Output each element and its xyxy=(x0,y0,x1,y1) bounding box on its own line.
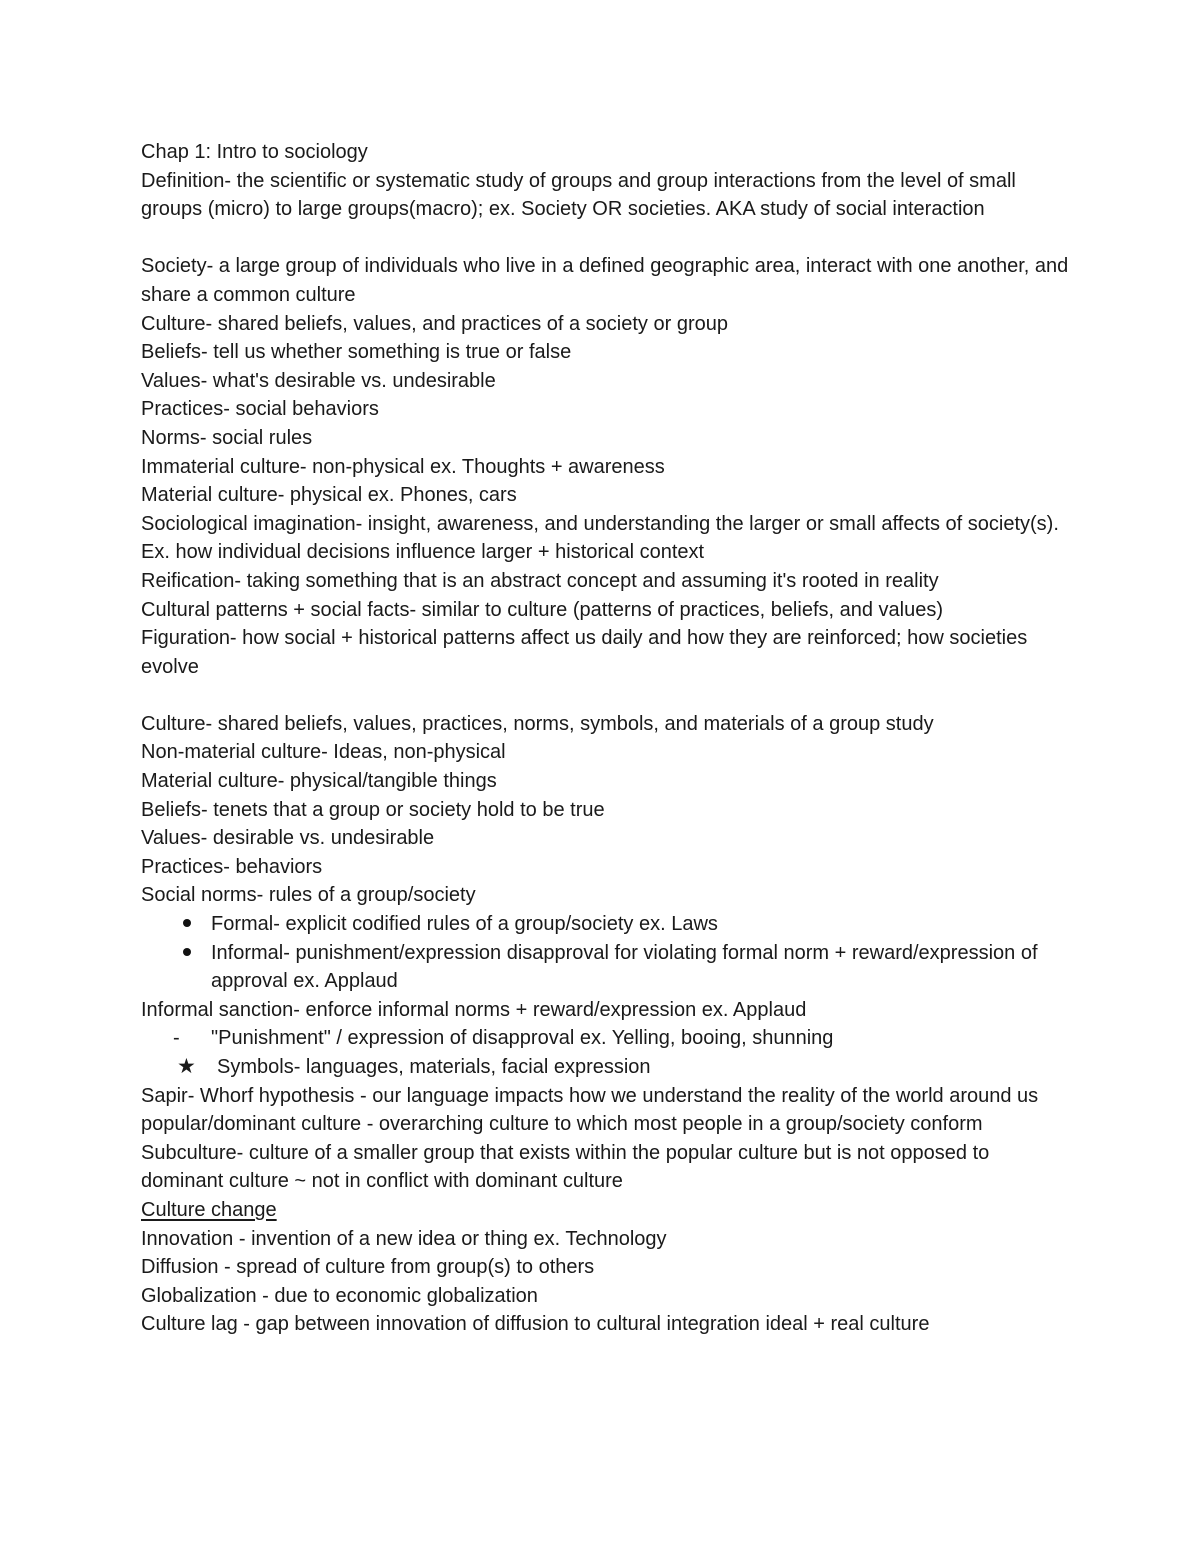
term-culture-lag: Culture lag - gap between innovation of diffusion to cultural integration ideal + real culture xyxy=(141,1313,930,1336)
term-innovation: Innovation - invention of a new idea or thing ex. Technology xyxy=(141,1227,667,1250)
term-diffusion: Diffusion - spread of culture from group(s) to others xyxy=(141,1256,595,1279)
document-title: Chap 1: Intro to sociology xyxy=(141,141,368,163)
term-values: Values- what's desirable vs. undesirable xyxy=(141,369,496,392)
bullet-dot-icon xyxy=(177,939,197,968)
bullet-dot-icon xyxy=(177,910,197,939)
term-society: Society- a large group of individuals who live in a defined geographic area, interact with one another, and share a common culture xyxy=(141,255,1069,306)
list-item xyxy=(141,1024,1071,1053)
term-beliefs: Beliefs- tell us whether something is true or false xyxy=(141,341,572,364)
term-material-culture-2: Material culture- physical/tangible things xyxy=(141,770,497,793)
term-cultural-patterns: Cultural patterns + social facts- similar to culture (patterns of practices, beliefs, and values) xyxy=(141,598,944,621)
term-immaterial-culture: Immaterial culture- non-physical ex. Thoughts + awareness xyxy=(141,455,665,478)
document-body xyxy=(141,138,1071,1339)
term-practices-2: Practices- behaviors xyxy=(141,855,323,878)
term-figuration: Figuration- how social + historical patterns affect us daily and how they are reinforced; how societies evolve xyxy=(141,627,1028,678)
term-dominant-culture: popular/dominant culture - overarching culture to which most people in a group/society conform xyxy=(141,1113,983,1136)
definition-paragraph: Definition- the scientific or systematic study of groups and group interactions from the level of small groups (micro) to large groups(macro); ex. Society OR societies. AKA study of social interaction xyxy=(141,169,1016,221)
term-practices: Practices- social behaviors xyxy=(141,398,379,421)
term-sapir-whorf: Sapir- Whorf hypothesis - our language impacts how we understand the reality of the world around us xyxy=(141,1084,1039,1107)
term-social-norms: Social norms- rules of a group/society xyxy=(141,884,476,907)
term-values-2: Values- desirable vs. undesirable xyxy=(141,827,435,850)
term-subculture: Subculture- culture of a smaller group that exists within the popular culture but is not opposed to dominant culture ~ not in conflict with dominant culture xyxy=(141,1141,990,1193)
term-globalization: Globalization - due to economic globalization xyxy=(141,1284,538,1307)
list-item-text: Symbols- languages, materials, facial expression xyxy=(217,1056,651,1078)
list-item-text: Formal- explicit codified rules of a group/society ex. Laws xyxy=(211,913,718,936)
list-item-text: Informal- punishment/expression disapproval for violating formal norm + reward/expression of approval ex. Applaud xyxy=(211,941,1038,993)
term-non-material-culture: Non-material culture- Ideas, non-physical xyxy=(141,741,506,764)
blank-line xyxy=(141,681,1071,710)
term-informal-sanction: Informal sanction- enforce informal norms + reward/expression ex. Applaud xyxy=(141,998,807,1021)
section-heading-culture-change: Culture change xyxy=(141,1198,277,1221)
term-sociological-imagination: Sociological imagination- insight, awareness, and understanding the larger or small affects of society(s). Ex. how individual decisions influence larger + historical context xyxy=(141,512,1059,564)
blank-line xyxy=(141,224,1071,253)
list-item xyxy=(141,1053,1071,1082)
list-item xyxy=(141,910,1071,939)
list-item-text: "Punishment" / expression of disapproval ex. Yelling, booing, shunning xyxy=(211,1027,834,1050)
term-beliefs-2: Beliefs- tenets that a group or society hold to be true xyxy=(141,798,605,821)
term-norms: Norms- social rules xyxy=(141,426,313,449)
term-culture-2: Culture- shared beliefs, values, practices, norms, symbols, and materials of a group study xyxy=(141,712,934,735)
term-culture: Culture- shared beliefs, values, and practices of a society or group xyxy=(141,312,728,335)
dash-marker-icon: - xyxy=(173,1027,180,1050)
term-reification: Reification- taking something that is an abstract concept and assuming it's rooted in reality xyxy=(141,569,939,592)
star-icon: ★ xyxy=(177,1054,196,1078)
list-item xyxy=(141,939,1071,996)
term-material-culture: Material culture- physical ex. Phones, cars xyxy=(141,484,517,507)
